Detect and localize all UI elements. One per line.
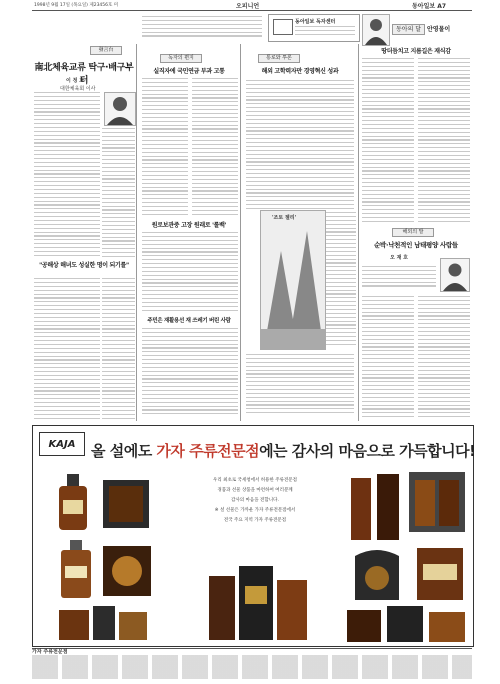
article-body <box>418 296 470 420</box>
reader-center-box <box>268 14 360 42</box>
product-image <box>101 544 153 598</box>
article-body <box>102 128 135 260</box>
article-headline: 해외 고학력자만 경영혁신 성과 <box>261 68 339 75</box>
product-image <box>55 538 97 600</box>
letter-headline: 실직자에 국민연금 부과 고통 <box>153 68 225 75</box>
section-title: 오피니언 <box>236 3 260 10</box>
product-image <box>209 566 309 642</box>
column-headline: 땅더듬치고 지름길은 재식감 <box>381 48 451 55</box>
column-kicker-label: 동아의 달 <box>392 24 425 35</box>
photo-caption: '조토 젤리' <box>272 215 297 221</box>
header-date: 1998년 9월 17일 (목요일) 제23456호 미 <box>34 3 119 8</box>
author-title: 대한체육회 이사 <box>60 86 96 92</box>
newspaper-logo <box>273 19 293 35</box>
ad-body <box>175 476 335 526</box>
author-name: 오 재 호 <box>390 255 408 261</box>
ad-body-line: 전국 주요 지역 가자 주류전문점 <box>223 518 287 523</box>
ad-body-line: 경품과 선물 상품을 마련하여 여러분께 <box>217 488 293 493</box>
author-photo <box>104 92 136 126</box>
brand-logo: KAJA <box>39 432 85 456</box>
column-divider <box>136 44 137 421</box>
column-headline: 순박·낙천적인 남태평양 사람들 <box>374 241 458 249</box>
article-photo <box>260 210 326 350</box>
column-divider <box>240 44 241 421</box>
header-rule <box>32 10 472 11</box>
advertisement <box>32 425 474 647</box>
column-kicker: 통로와 투론 <box>258 54 300 63</box>
article-body <box>326 212 356 348</box>
directory-title: 가자 주류전문점 <box>32 649 68 655</box>
ad-body-line: ※ 설 선물은 가까운 가자 주류전문점에서 <box>214 508 296 513</box>
page-number: 동아일보 A7 <box>412 3 447 10</box>
product-image <box>347 606 467 642</box>
article-body <box>362 266 436 289</box>
column-kicker: 해외의 발 <box>392 228 434 237</box>
article-body <box>102 278 135 421</box>
article-body <box>34 278 100 421</box>
ad-headline-post: 에는 감사의 마음으로 가득합니다! <box>259 442 476 460</box>
article-body <box>142 328 238 417</box>
product-image <box>53 472 93 532</box>
article-body <box>192 78 238 218</box>
author-photo <box>362 14 390 46</box>
author-name: 이 정 호 <box>66 78 84 84</box>
article-title: 南北체육교류 탁구·배구부터 <box>34 63 134 86</box>
store-directory <box>32 648 472 679</box>
article-body <box>362 296 414 420</box>
directory-listing <box>32 655 472 679</box>
product-image <box>59 604 149 642</box>
product-image <box>347 548 407 602</box>
column-kicker-name: 안영물이 <box>427 26 451 33</box>
column-kicker <box>392 24 450 33</box>
article-body <box>34 92 100 259</box>
ad-headline-brand: 가자 주류전문점 <box>156 442 260 460</box>
article-body <box>246 354 354 416</box>
article-quote: "공해상 해녀도 성실한 명이 되기를" <box>39 262 129 269</box>
reader-center-name: 동아일보 독자센터 <box>295 19 336 25</box>
ad-body-line: 우리 최초로 국세청에서 허용한 주류전문점 <box>213 478 297 483</box>
contact-block <box>142 14 262 40</box>
column-kicker: 發言台 <box>90 46 122 55</box>
article-body <box>142 232 238 313</box>
column-divider <box>358 44 359 421</box>
article-body <box>246 80 354 212</box>
letter-headline: 주민은 재활용선 재 쓰레기 버린 사람 <box>147 318 231 324</box>
product-image <box>347 472 403 542</box>
article-body <box>418 58 470 225</box>
article-body <box>142 78 188 218</box>
ad-headline <box>91 440 475 461</box>
product-image <box>413 546 467 602</box>
article-body <box>362 58 414 225</box>
ad-body-line: 감사의 마음을 전합니다. <box>231 498 279 503</box>
column-kicker: 독자의 편지 <box>160 54 202 63</box>
ad-headline-pre: 올 설에도 <box>91 442 157 460</box>
product-image <box>407 470 467 534</box>
letter-headline: 원로보관중 고장 원래로 '롤백' <box>151 222 227 229</box>
author-photo <box>440 258 470 292</box>
product-image <box>99 476 153 532</box>
